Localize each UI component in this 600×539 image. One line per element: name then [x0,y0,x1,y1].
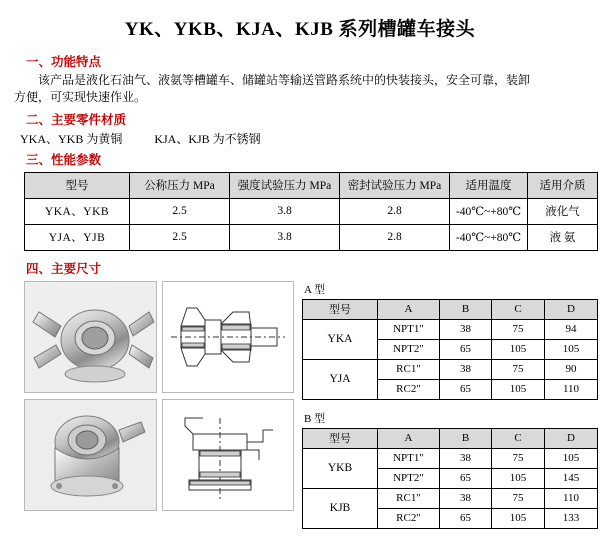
dim-b-model-ykb: YKB [303,448,378,488]
dim-cell: 105 [492,379,545,399]
features-paragraph-line2: 方便，可实现快速作业。 [14,90,147,105]
materials-left: YKA、YKB 为黄铜 [20,131,123,146]
section-heading-dimensions: 四、主要尺寸 [26,261,102,276]
perf-cell: 3.8 [230,198,340,224]
dim-a-col-B: B [440,299,492,319]
perf-cell: YKA、YKB [25,198,130,224]
dim-cell: 110 [545,379,598,399]
materials-line [20,130,586,147]
drawing-b-graphic [163,400,294,510]
photo-coupling-a [24,281,157,393]
dim-cell: 90 [545,359,598,379]
dim-a-col-D: D [545,299,598,319]
perf-col-temperature: 适用温度 [450,172,528,198]
dim-cell: 75 [492,448,545,468]
features-paragraph-line1: 该产品是液化石油气、液氨等槽罐车、储罐站等输送管路系统中的快装接头，安全可靠，装卸 [38,73,531,87]
drawing-coupling-a [162,281,295,393]
perf-cell: 液化气 [528,198,598,224]
page-title: YK、YKB、KJA、KJB 系列槽罐车接头 [124,19,476,40]
dimensions-area [24,281,586,539]
perf-cell: 2.5 [130,198,230,224]
dim-b-col-A: A [378,428,440,448]
dim-cell: 110 [545,488,598,508]
table-header-row [303,428,598,448]
section-heading-performance: 三、性能参数 [26,152,102,167]
dim-a-col-C: C [492,299,545,319]
dim-cell: 105 [492,468,545,488]
dim-cell: 65 [440,468,492,488]
dim-cell: 65 [440,508,492,528]
dim-cell: 105 [492,508,545,528]
drawing-a-graphic [163,282,294,392]
perf-col-model: 型号 [25,172,130,198]
table-header-row [25,172,598,198]
perf-cell: YJA、YJB [25,224,130,250]
perf-cell: 2.8 [340,198,450,224]
performance-table [24,172,598,251]
dim-cell: 145 [545,468,598,488]
table-row [25,198,598,224]
dim-b-col-D: D [545,428,598,448]
image-row-a [24,281,294,393]
dim-b-col-B: B [440,428,492,448]
table-row [303,488,598,508]
perf-cell: 液 氨 [528,224,598,250]
dim-cell: 75 [492,359,545,379]
perf-cell: -40℃~+80℃ [450,224,528,250]
dim-cell: 105 [545,448,598,468]
dim-cell: RC1" [378,359,440,379]
dim-cell: 94 [545,319,598,339]
dimension-tables-column [302,281,598,539]
perf-col-medium: 适用介质 [528,172,598,198]
dim-cell: NPT2" [378,339,440,359]
dim-cell: NPT1" [378,319,440,339]
dim-cell: RC2" [378,379,440,399]
dim-cell: RC1" [378,488,440,508]
dim-cell: NPT1" [378,448,440,468]
section-heading-features: 一、功能特点 [26,55,102,69]
dim-cell: NPT2" [378,468,440,488]
image-row-b [24,399,294,511]
dim-a-model-yka: YKA [303,319,378,359]
table-header-row [303,299,598,319]
images-column [24,281,294,539]
perf-col-nominal-pressure: 公称压力 MPa [130,172,230,198]
perf-cell: -40℃~+80℃ [450,198,528,224]
dim-a-model-yja: YJA [303,359,378,399]
dim-cell: 38 [440,319,492,339]
photo-a-graphic [25,282,156,392]
dim-cell: 105 [545,339,598,359]
dim-cell: 38 [440,359,492,379]
table-row [303,319,598,339]
dim-b-model-kjb: KJB [303,488,378,528]
dim-cell: 105 [492,339,545,359]
dimension-caption-b: B 型 [304,412,326,425]
dim-a-col-model: 型号 [303,299,378,319]
dim-cell: 38 [440,488,492,508]
dim-cell: 75 [492,488,545,508]
table-row [303,448,598,468]
drawing-coupling-b [162,399,295,511]
dim-b-col-C: C [492,428,545,448]
dim-cell: 65 [440,379,492,399]
perf-cell: 3.8 [230,224,340,250]
dim-cell: 38 [440,448,492,468]
perf-cell: 2.8 [340,224,450,250]
table-row [25,224,598,250]
perf-cell: 2.5 [130,224,230,250]
dim-cell: 65 [440,339,492,359]
dim-a-col-A: A [378,299,440,319]
dimension-table-a [302,299,598,400]
dimension-block-b [302,410,598,529]
table-row [303,359,598,379]
photo-coupling-b [24,399,157,511]
dim-cell: 133 [545,508,598,528]
dimension-table-b [302,428,598,529]
perf-col-strength-pressure: 强度试验压力 MPa [230,172,340,198]
perf-col-seal-pressure: 密封试验压力 MPa [340,172,450,198]
dim-cell: 75 [492,319,545,339]
photo-b-graphic [25,400,156,510]
dimension-block-a [302,281,598,400]
materials-right: KJA、KJB 为不锈钢 [154,131,261,146]
dimension-caption-a: A 型 [304,283,326,296]
dim-b-col-model: 型号 [303,428,378,448]
section-heading-materials: 二、主要零件材质 [26,112,127,127]
dim-cell: RC2" [378,508,440,528]
